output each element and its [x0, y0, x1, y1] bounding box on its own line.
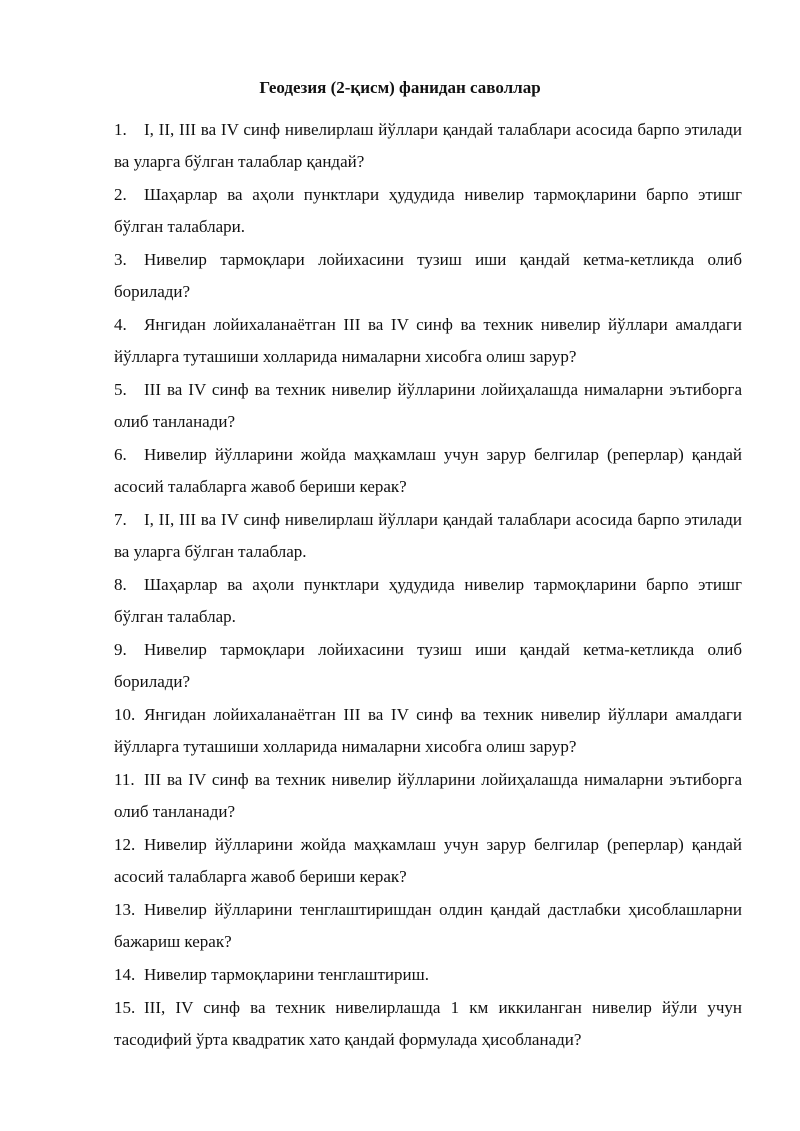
question-number: 14. [114, 965, 136, 984]
question-number: 1. [114, 120, 127, 139]
question-text: Нивелир тармоқлари лойихасини тузиш иши қандай кетма-кетликда олиб борилади? [114, 250, 742, 301]
question-number: 4. [114, 315, 127, 334]
question-list [114, 114, 742, 1057]
question-text: Янгидан лойихаланаётган III ва IV синф ва техник нивелир йўллари амалдаги йўлларга туташиши холларида нималарни хисобга олиш зарур? [114, 705, 742, 756]
question-item [114, 829, 742, 893]
question-number: 11. [114, 770, 135, 789]
question-text: Шаҳарлар ва аҳоли пунктлари ҳудудида нивелир тармоқларини барпо этишг бўлган талаблари. [114, 185, 742, 236]
question-item [114, 179, 742, 243]
question-text: Янгидан лойихаланаётган III ва IV синф ва техник нивелир йўллари амалдаги йўлларга туташиши холларида нималарни хисобга олиш зарур? [114, 315, 742, 366]
question-number: 3. [114, 250, 127, 269]
question-number: 10. [114, 705, 136, 724]
question-text: Нивелир тармоқлари лойихасини тузиш иши қандай кетма-кетликда олиб борилади? [114, 640, 742, 691]
question-item [114, 764, 742, 828]
question-number: 5. [114, 380, 127, 399]
question-number: 13. [114, 900, 136, 919]
question-item [114, 894, 742, 958]
question-number: 15. [114, 998, 136, 1017]
question-text: Нивелир тармоқларини тенглаштириш. [144, 965, 429, 984]
question-item [114, 699, 742, 763]
question-number: 7. [114, 510, 127, 529]
question-item [114, 504, 742, 568]
question-item [114, 114, 742, 178]
question-number: 2. [114, 185, 127, 204]
question-item [114, 959, 742, 991]
question-text: Нивелир йўлларини жойда маҳкамлаш учун зарур белгилар (реперлар) қандай асосий талабларга жавоб бериши керак? [114, 445, 742, 496]
question-text: Шаҳарлар ва аҳоли пунктлари ҳудудида нивелир тармоқларини барпо этишг бўлган талаблар. [114, 575, 742, 626]
question-item [114, 309, 742, 373]
question-text: III, IV синф ва техник нивелирлашда 1 км иккиланган нивелир йўли учун тасодифий ўрта квадратик хато қандай формулада ҳисобланади? [114, 998, 742, 1049]
question-text: I, II, III ва IV синф нивелирлаш йўллари қандай талаблари асосида барпо этилади ва уларга бўлган талаблар қандай? [114, 120, 742, 171]
question-number: 8. [114, 575, 127, 594]
question-text: Нивелир йўлларини тенглаштиришдан олдин қандай дастлабки ҳисоблашларни бажариш керак? [114, 900, 742, 951]
question-number: 9. [114, 640, 127, 659]
question-item [114, 569, 742, 633]
question-text: III ва IV синф ва техник нивелир йўлларини лойиҳалашда нималарни эътиборга олиб танланади? [114, 770, 742, 821]
question-text: III ва IV синф ва техник нивелир йўлларини лойиҳалашда нималарни эътиборга олиб танланади? [114, 380, 742, 431]
question-item [114, 374, 742, 438]
question-item [114, 244, 742, 308]
page-title: Геодезия (2-қисм) фанидан саволлар [259, 78, 541, 97]
question-text: I, II, III ва IV синф нивелирлаш йўллари қандай талаблари асосида барпо этилади ва уларга бўлган талаблар. [114, 510, 742, 561]
question-number: 6. [114, 445, 127, 464]
question-item [114, 634, 742, 698]
question-item [114, 439, 742, 503]
question-item [114, 992, 742, 1056]
question-number: 12. [114, 835, 136, 854]
question-text: Нивелир йўлларини жойда маҳкамлаш учун зарур белгилар (реперлар) қандай асосий талабларга жавоб бериши керак? [114, 835, 742, 886]
